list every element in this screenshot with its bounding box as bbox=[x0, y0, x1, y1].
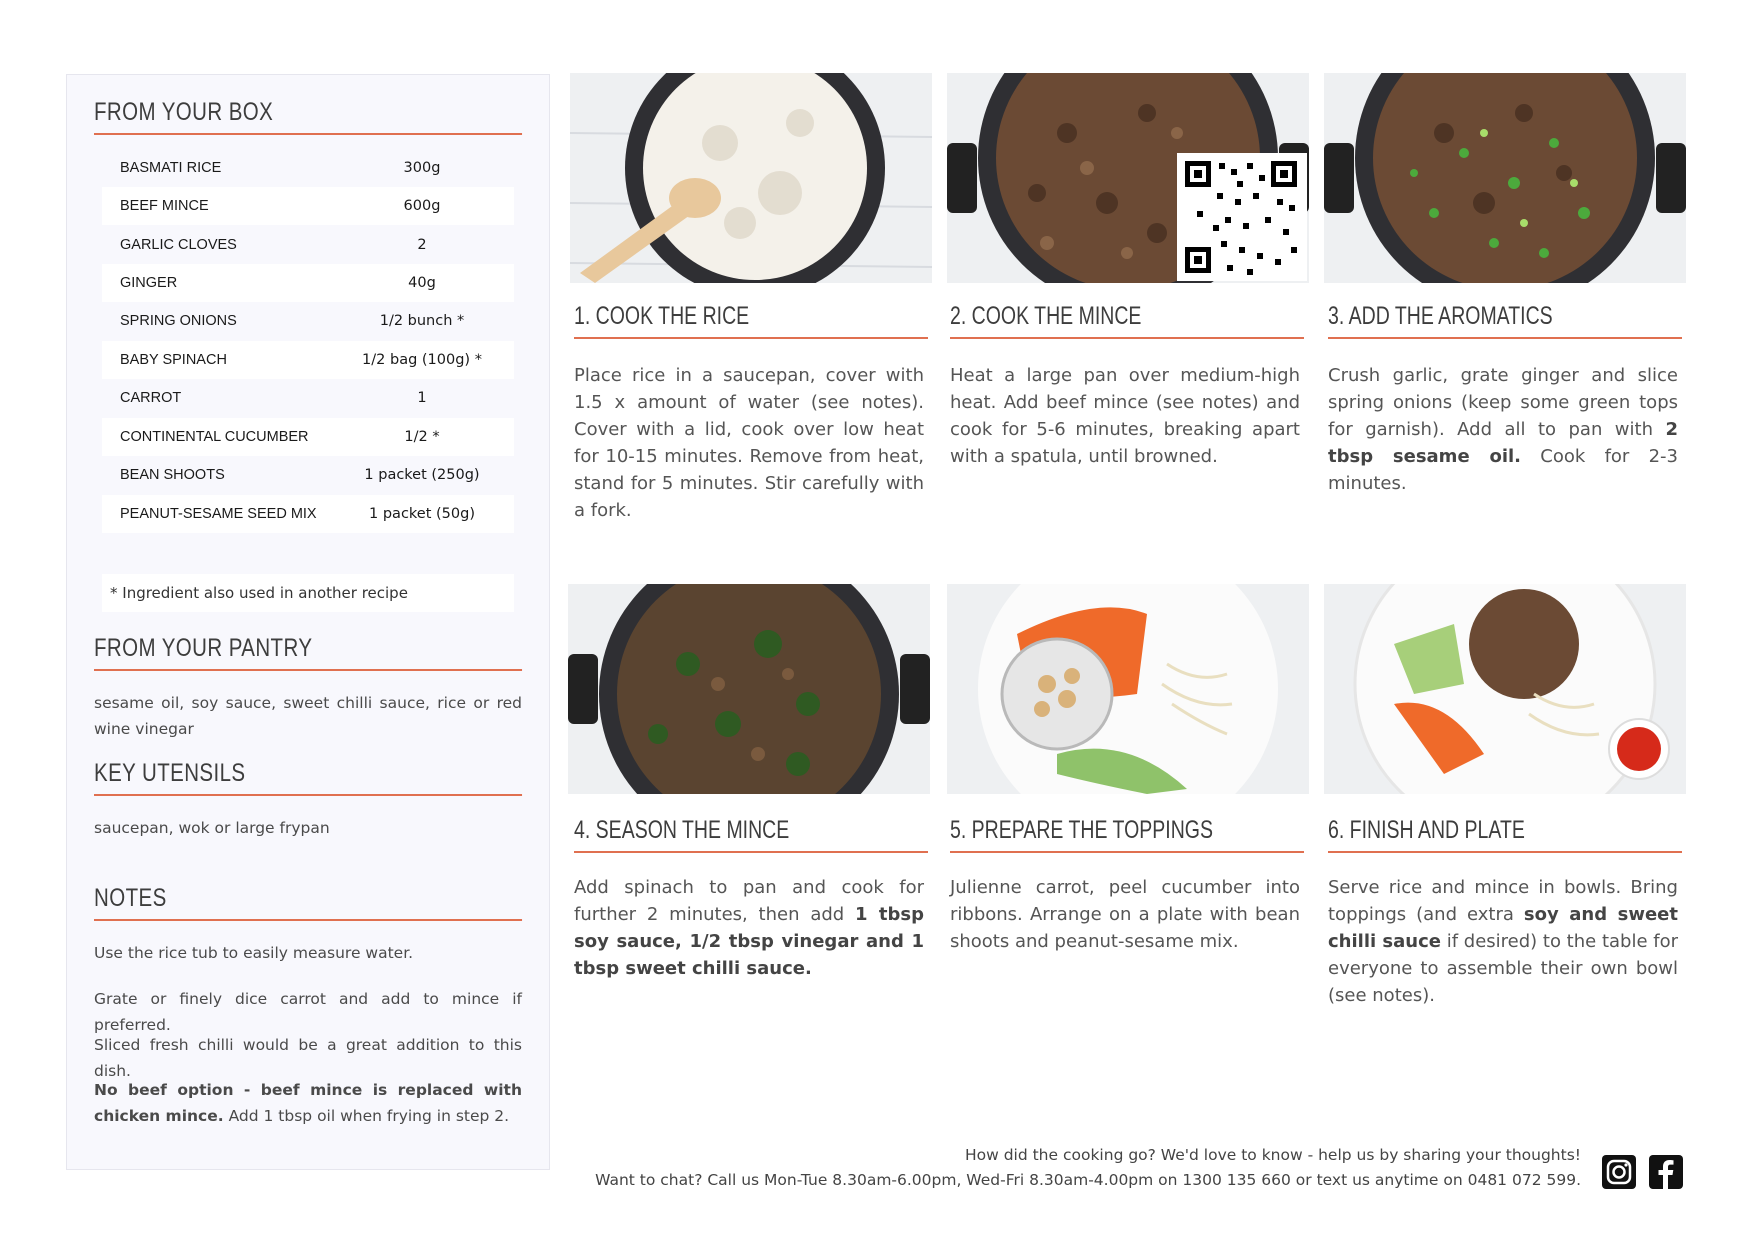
note-item: No beef option - beef mince is replaced with chicken mince. Add 1 tbsp oil when frying in step 2. bbox=[94, 1081, 522, 1125]
mince-pan-image bbox=[947, 73, 1309, 283]
toppings-plate-image bbox=[947, 584, 1309, 794]
utensils-text: saucepan, wok or large frypan bbox=[94, 819, 330, 837]
qr-code bbox=[1177, 153, 1307, 281]
step-4-text: Add spinach to pan and cook for further 2 minutes, then add 1 tbsp soy sauce, 1/2 tbsp vinegar and 1 tbsp sweet chilli sauce. bbox=[574, 877, 924, 979]
step-6-title: 6. FINISH AND PLATE bbox=[1328, 816, 1682, 853]
step-3-text: Crush garlic, grate ginger and slice spring onions (keep some green tops for garnish). Add all to pan with 2 tbsp sesame oil. Cook for 2-3 minutes. bbox=[1328, 365, 1678, 494]
note-item: Use the rice tub to easily measure water. bbox=[94, 944, 414, 962]
notes-title: NOTES bbox=[94, 884, 522, 921]
step-6-text: Serve rice and mince in bowls. Bring toppings (and extra soy and sweet chilli sauce if desired) to the table for everyone to assemble their own bowl (see notes). bbox=[1328, 877, 1679, 1006]
step-2-title: 2. COOK THE MINCE bbox=[950, 302, 1304, 339]
step-1-photo bbox=[570, 73, 932, 283]
rice-pan-image bbox=[570, 73, 932, 283]
ingredient-row: SPRING ONIONS 1/2 bunch * bbox=[120, 313, 465, 329]
ingredient-row: CONTINENTAL CUCUMBER 1/2 * bbox=[102, 418, 514, 456]
ingredient-row: PEANUT-SESAME SEED MIX 1 packet (50g) bbox=[102, 495, 514, 533]
ingredient-footnote: * Ingredient also used in another recipe bbox=[102, 574, 514, 612]
instagram-icon[interactable] bbox=[1602, 1155, 1636, 1189]
key-utensils-title: KEY UTENSILS bbox=[94, 759, 522, 796]
step-4-photo bbox=[568, 584, 930, 794]
ingredient-row: BEEF MINCE 600g bbox=[102, 187, 514, 225]
step-3-title: 3. ADD THE AROMATICS bbox=[1328, 302, 1682, 339]
ingredient-row: BABY SPINACH 1/2 bag (100g) * bbox=[102, 341, 514, 379]
note-item: Grate or finely dice carrot and add to mince if preferred. bbox=[94, 990, 522, 1034]
step-5-title: 5. PREPARE THE TOPPINGS bbox=[950, 816, 1304, 853]
feedback-text: How did the cooking go? We'd love to know - help us by sharing your thoughts! bbox=[964, 1146, 1581, 1164]
note-item: Sliced fresh chilli would be a great addition to this dish. bbox=[94, 1036, 522, 1080]
from-your-pantry-title: FROM YOUR PANTRY bbox=[94, 634, 522, 671]
step-2-text: Heat a large pan over medium-high heat. Add beef mince (see notes) and cook for 5-6 minutes, breaking apart with a spatula, until browned. bbox=[950, 365, 1300, 467]
finished-bowl-image bbox=[1324, 584, 1686, 794]
ingredient-row: BEAN SHOOTS 1 packet (250g) bbox=[120, 467, 480, 483]
step-3-photo bbox=[1324, 73, 1686, 283]
ingredient-row: GARLIC CLOVES 2 bbox=[120, 237, 427, 253]
from-your-box-title: FROM YOUR BOX bbox=[94, 98, 522, 135]
ingredient-row: CARROT 1 bbox=[120, 390, 427, 406]
step-1-title: 1. COOK THE RICE bbox=[574, 302, 928, 339]
step-1-text: Place rice in a saucepan, cover with 1.5 x amount of water (see notes). Cover with a lid, cook over low heat for 10-15 minutes. Remove from heat, stand for 5 minutes. Stir carefully with a fork. bbox=[574, 365, 924, 521]
step-2-photo bbox=[947, 73, 1309, 283]
contact-text: Want to chat? Call us Mon-Tue 8.30am-6.00pm, Wed-Fri 8.30am-4.00pm on 1300 135 660 or text us anytime on 0481 072 599. bbox=[595, 1171, 1581, 1189]
step-6-photo bbox=[1324, 584, 1686, 794]
pantry-text: sesame oil, soy sauce, sweet chilli sauce, rice or red wine vinegar bbox=[94, 694, 522, 738]
step-5-text: Julienne carrot, peel cucumber into ribbons. Arrange on a plate with bean shoots and peanut-sesame mix. bbox=[950, 877, 1300, 952]
ingredient-row: BASMATI RICE 300g bbox=[120, 160, 441, 176]
step-5-photo bbox=[947, 584, 1309, 794]
aromatics-pan-image bbox=[1324, 73, 1686, 283]
step-4-title: 4. SEASON THE MINCE bbox=[574, 816, 928, 853]
season-mince-image bbox=[568, 584, 930, 794]
ingredient-row: GINGER 40g bbox=[102, 264, 514, 302]
facebook-icon[interactable] bbox=[1649, 1155, 1683, 1189]
